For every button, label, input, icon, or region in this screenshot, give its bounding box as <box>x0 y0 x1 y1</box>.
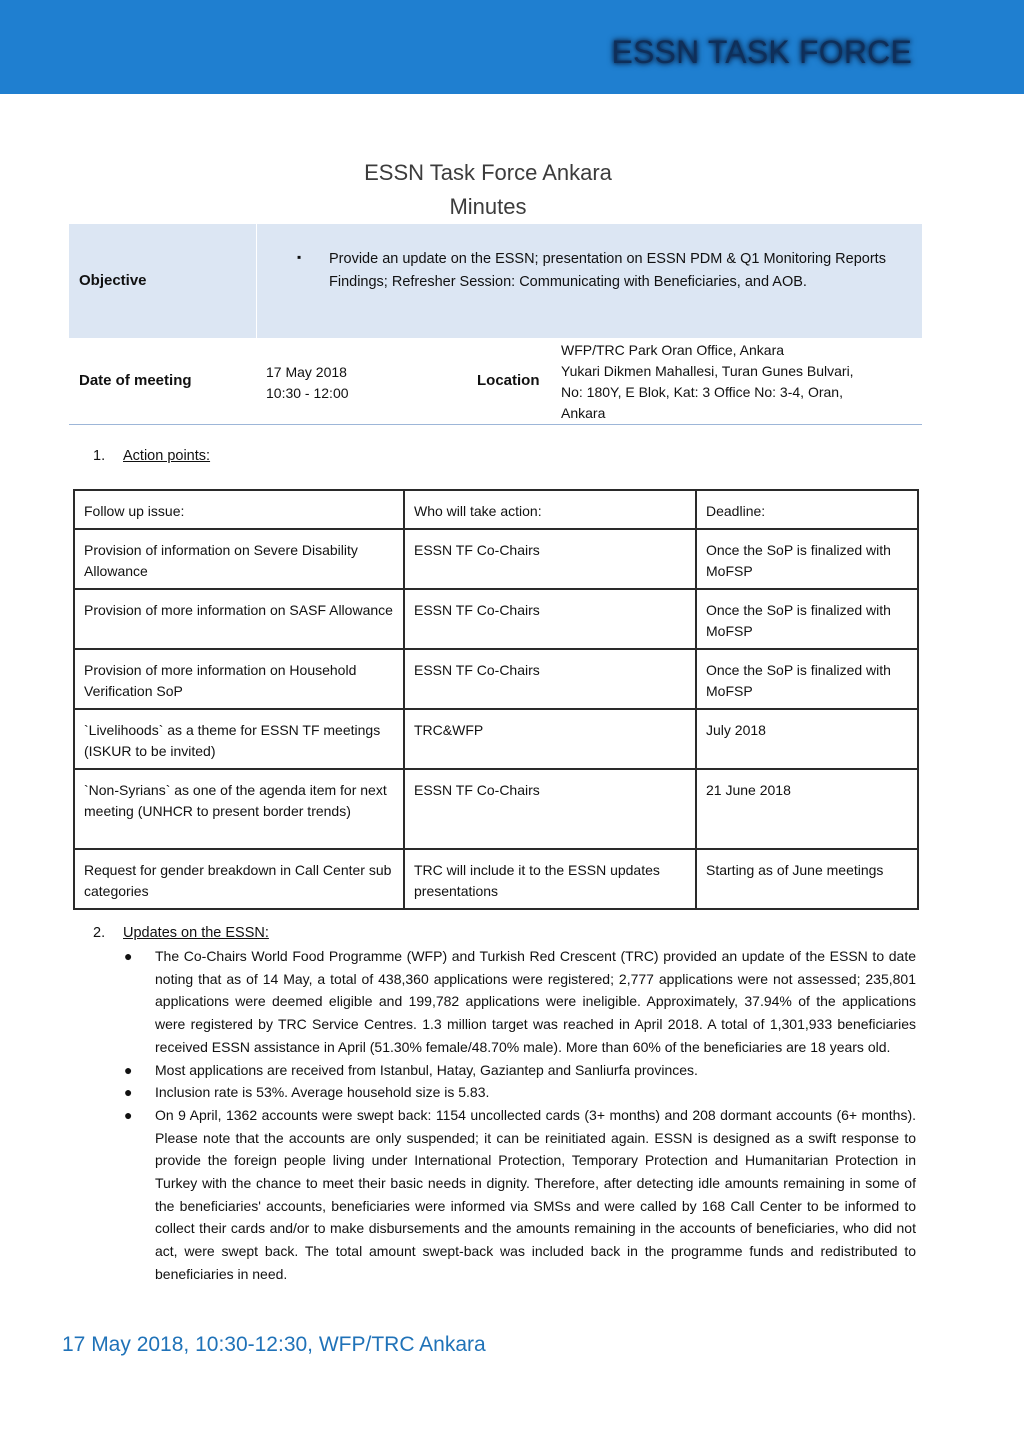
objective-row <box>69 224 922 338</box>
bullet-text: Most applications are received from Istanbul, Hatay, Gaziantep and Sanliurfa provinces. <box>155 1061 698 1078</box>
table-cell: 21 June 2018 <box>696 769 918 849</box>
bullet-icon: ● <box>124 948 133 964</box>
location-value <box>561 340 911 424</box>
table-cell: Provision of more information on Household Verification SoP <box>74 649 404 709</box>
meeting-date: 17 May 2018 <box>266 364 347 380</box>
section-title: Action points: <box>123 448 211 464</box>
meeting-time: 10:30 - 12:00 <box>266 385 349 401</box>
square-bullet-icon: ▪ <box>297 250 302 264</box>
list-item <box>122 1059 916 1082</box>
table-cell: `Non-Syrians` as one of the agenda item for next meeting (UNHCR to present border trends) <box>74 769 404 849</box>
meeting-details-row <box>69 340 922 425</box>
table-cell: ESSN TF Co-Chairs <box>404 769 696 849</box>
section-number: 2. <box>93 925 106 941</box>
location-line: WFP/TRC Park Oran Office, Ankara <box>561 342 785 358</box>
section-title: Updates on the ESSN: <box>123 925 269 941</box>
table-row <box>74 769 918 849</box>
action-points-table <box>73 489 919 910</box>
objective-text: Provide an update on the ESSN; presentation on ESSN PDM & Q1 Monitoring Reports Findings; Refresher Session: Communicating with Beneficiaries, and AOB. <box>329 251 886 290</box>
list-item <box>122 1104 916 1286</box>
table-row <box>74 649 918 709</box>
table-cell: Once the SoP is finalized with MoFSP <box>696 529 918 589</box>
table-row <box>74 589 918 649</box>
section-heading-updates <box>93 925 269 941</box>
header-banner <box>0 0 1024 94</box>
document-subtitle: Minutes <box>449 194 527 219</box>
bullet-text: Inclusion rate is 53%. Average household size is 5.83. <box>155 1084 490 1101</box>
list-item <box>122 1081 916 1104</box>
table-cell: July 2018 <box>696 709 918 769</box>
table-cell: TRC will include it to the ESSN updates presentations <box>404 849 696 909</box>
divider <box>256 224 257 338</box>
location-label: Location <box>477 372 540 389</box>
table-cell: Request for gender breakdown in Call Center sub categories <box>74 849 404 909</box>
bullet-icon: ● <box>124 1106 133 1123</box>
list-item <box>122 945 916 1059</box>
table-cell: Once the SoP is finalized with MoFSP <box>696 649 918 709</box>
date-label: Date of meeting <box>79 372 192 389</box>
table-cell: ESSN TF Co-Chairs <box>404 529 696 589</box>
bullet-icon: ● <box>124 1061 133 1078</box>
column-header: Who will take action: <box>404 490 696 529</box>
location-line: No: 180Y, E Blok, Kat: 3 Office No: 3-4, Oran, <box>561 384 843 400</box>
table-header-row <box>74 490 918 529</box>
bullet-icon: ● <box>124 1084 133 1101</box>
column-header: Follow up issue: <box>74 490 404 529</box>
section-number: 1. <box>93 448 106 464</box>
document-title: ESSN Task Force Ankara <box>364 160 612 185</box>
table-cell: `Livelihoods` as a theme for ESSN TF meetings (ISKUR to be invited) <box>74 709 404 769</box>
date-value <box>266 362 349 404</box>
table-row <box>74 709 918 769</box>
table-cell: Provision of more information on SASF Allowance <box>74 589 404 649</box>
table-cell: ESSN TF Co-Chairs <box>404 649 696 709</box>
table-cell: Once the SoP is finalized with MoFSP <box>696 589 918 649</box>
location-line: Ankara <box>561 405 606 421</box>
banner-title: ESSN TASK FORCE <box>611 34 912 70</box>
bullet-text: On 9 April, 1362 accounts were swept back: 1154 uncollected cards (3+ months) and 208 dormant accounts (6+ months). Please note that the accounts are only suspended; it can be reinitiated again. ESSN is designed as a swift response to provide the foreign people living under International Protection, Temporary Protection and Humanitarian Protection in Turkey with the chance to meet their basic needs in dignity. Therefore, after detecting idle amounts remaining in some of the beneficiaries' accounts, beneficiaries were informed via SMSs and were called by 168 Call Center to be informed to collect their cards and/or to make disbursements and the amounts remaining in the accounts of beneficiaries, who did not act, were swept back. The total amount swept-back was included back in the programme funds and redistributed to beneficiaries in need. <box>155 1106 916 1282</box>
page-footer: 17 May 2018, 10:30-12:30, WFP/TRC Ankara <box>62 1333 486 1356</box>
table-cell: Starting as of June meetings <box>696 849 918 909</box>
updates-list <box>122 945 916 1286</box>
table-row <box>74 529 918 589</box>
table-row <box>74 849 918 909</box>
location-line: Yukari Dikmen Mahallesi, Turan Gunes Bulvari, <box>561 363 854 379</box>
table-cell: TRC&WFP <box>404 709 696 769</box>
bullet-text: The Co-Chairs World Food Programme (WFP) and Turkish Red Crescent (TRC) provided an update of the ESSN to date noting that as of 14 May, a total of 438,360 applications were registered; 2,777 applications were not assessed; 235,801 applications were deemed eligible and 199,782 applications were ineligible. Approximately, 37.94% of the applications were registered by TRC Service Centres. 1.3 million target was reached in April 2018. A total of 1,301,933 beneficiaries received ESSN assistance in April (51.30% female/48.70% male). More than 60% of the beneficiaries are 18 years old. <box>155 948 916 1055</box>
table-cell: ESSN TF Co-Chairs <box>404 589 696 649</box>
objective-label: Objective <box>79 272 147 289</box>
section-heading-action-points <box>93 448 210 464</box>
table-cell: Provision of information on Severe Disability Allowance <box>74 529 404 589</box>
column-header: Deadline: <box>696 490 918 529</box>
